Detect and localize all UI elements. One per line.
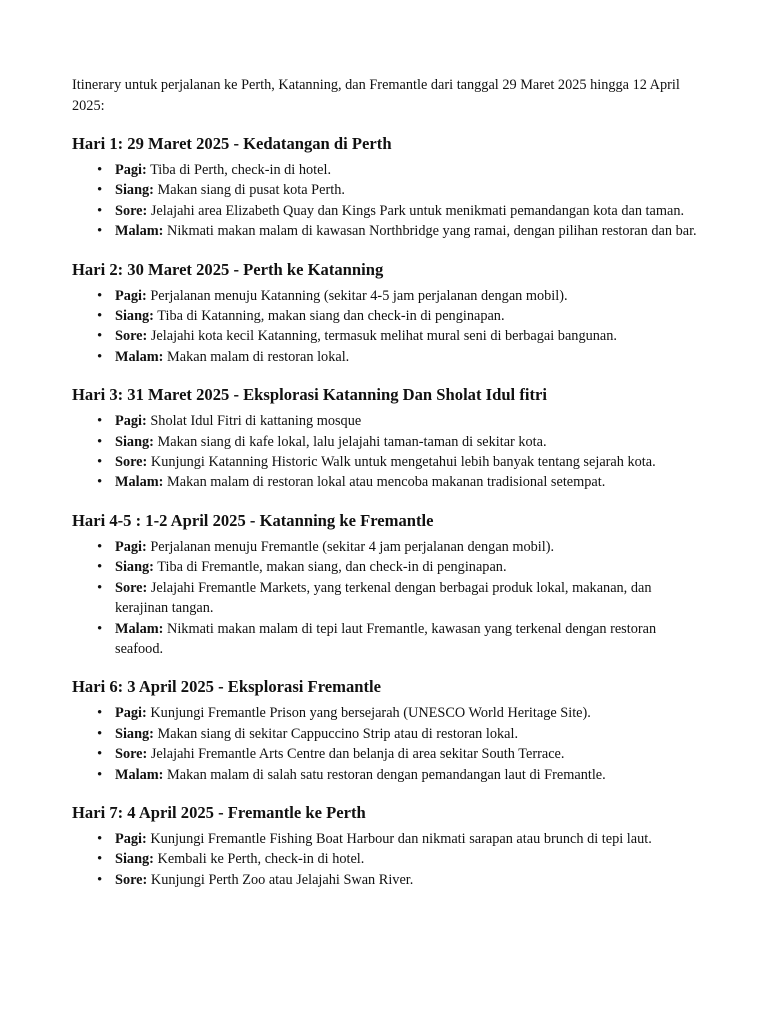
time-of-day-label: Pagi: bbox=[115, 287, 147, 304]
activity-item bbox=[72, 578, 698, 619]
time-of-day-label: Malam: bbox=[115, 223, 164, 240]
activity-text: Makan malam di restoran lokal atau mencoba makanan tradisional setempat. bbox=[163, 474, 606, 491]
activity-item bbox=[72, 765, 698, 785]
time-of-day-label: Siang: bbox=[115, 433, 154, 450]
activity-text: Tiba di Katanning, makan siang dan check-in di penginapan. bbox=[153, 308, 505, 325]
day-section bbox=[72, 676, 698, 785]
activity-item bbox=[72, 557, 698, 577]
activity-text: Jelajahi kota kecil Katanning, termasuk melihat mural seni di berbagai bangunan. bbox=[147, 328, 617, 345]
time-of-day-label: Malam: bbox=[115, 474, 164, 491]
activity-text: Makan malam di restoran lokal. bbox=[163, 348, 350, 365]
day-heading: Hari 6: 3 April 2025 - Eksplorasi Fremantle bbox=[72, 677, 381, 697]
time-of-day-label: Siang: bbox=[115, 725, 154, 742]
activity-text: Nikmati makan malam di kawasan Northbridge yang ramai, dengan pilihan restoran dan bar. bbox=[163, 223, 697, 240]
activity-text: Kunjungi Katanning Historic Walk untuk mengetahui lebih banyak tentang sejarah kota. bbox=[147, 454, 656, 471]
day-heading: Hari 2: 30 Maret 2025 - Perth ke Katanning bbox=[72, 259, 384, 279]
activity-item bbox=[72, 180, 698, 200]
time-of-day-label: Sore: bbox=[115, 202, 148, 219]
day-activity-list bbox=[72, 411, 698, 493]
time-of-day-label: Pagi: bbox=[115, 538, 147, 555]
activity-text: Jelajahi Fremantle Markets, yang terkenal dengan berbagai produk lokal, makanan, dan kerajinan tangan. bbox=[115, 579, 652, 617]
activity-item bbox=[72, 849, 698, 869]
time-of-day-label: Sore: bbox=[115, 328, 148, 345]
activity-item bbox=[72, 703, 698, 723]
activity-item bbox=[72, 306, 698, 326]
activity-item bbox=[72, 724, 698, 744]
time-of-day-label: Sore: bbox=[115, 746, 148, 763]
intro-paragraph: Itinerary untuk perjalanan ke Perth, Katanning, dan Fremantle dari tanggal 29 Maret 2025 hingga 12 April 2025: bbox=[72, 77, 680, 114]
time-of-day-label: Malam: bbox=[115, 620, 164, 637]
activity-text: Makan siang di sekitar Cappuccino Strip atau di restoran lokal. bbox=[153, 725, 519, 742]
activity-item bbox=[72, 432, 698, 452]
time-of-day-label: Sore: bbox=[115, 579, 148, 596]
day-section bbox=[72, 802, 698, 890]
day-section bbox=[72, 133, 698, 242]
time-of-day-label: Pagi: bbox=[115, 162, 147, 178]
time-of-day-label: Siang: bbox=[115, 559, 154, 576]
activity-item bbox=[72, 286, 698, 306]
activity-item bbox=[72, 870, 698, 890]
day-heading: Hari 7: 4 April 2025 - Fremantle ke Perth bbox=[72, 802, 366, 822]
itinerary-days bbox=[72, 133, 698, 890]
time-of-day-label: Siang: bbox=[115, 308, 154, 325]
time-of-day-label: Pagi: bbox=[115, 413, 147, 430]
activity-text: Kunjungi Perth Zoo atau Jelajahi Swan River. bbox=[147, 871, 414, 888]
time-of-day-label: Malam: bbox=[115, 348, 164, 365]
activity-item bbox=[72, 472, 698, 492]
activity-item bbox=[72, 201, 698, 221]
activity-text: Jelajahi Fremantle Arts Centre dan belanja di area sekitar South Terrace. bbox=[147, 746, 565, 763]
activity-item bbox=[72, 619, 698, 660]
day-heading: Hari 1: 29 Maret 2025 - Kedatangan di Perth bbox=[72, 134, 392, 153]
activity-text: Makan siang di pusat kota Perth. bbox=[153, 182, 345, 199]
activity-text: Tiba di Fremantle, makan siang, dan check-in di penginapan. bbox=[153, 559, 507, 576]
day-heading: Hari 3: 31 Maret 2025 - Eksplorasi Katanning Dan Sholat Idul fitri bbox=[72, 385, 547, 405]
activity-text: Makan siang di kafe lokal, lalu jelajahi taman-taman di sekitar kota. bbox=[153, 433, 547, 450]
time-of-day-label: Malam: bbox=[115, 766, 164, 783]
activity-text: Sholat Idul Fitri di kattaning mosque bbox=[146, 413, 362, 430]
day-activity-list bbox=[72, 829, 698, 890]
time-of-day-label: Sore: bbox=[115, 871, 148, 888]
day-activity-list bbox=[72, 537, 698, 659]
day-section bbox=[72, 259, 698, 368]
activity-text: Jelajahi area Elizabeth Quay dan Kings Park untuk menikmati pemandangan kota dan taman. bbox=[147, 202, 685, 219]
activity-text: Tiba di Perth, check-in di hotel. bbox=[146, 162, 332, 178]
time-of-day-label: Pagi: bbox=[115, 830, 147, 847]
day-heading: Hari 4-5 : 1-2 April 2025 - Katanning ke Fremantle bbox=[72, 510, 434, 530]
activity-text: Perjalanan menuju Fremantle (sekitar 4 jam perjalanan dengan mobil). bbox=[146, 538, 555, 555]
activity-item bbox=[72, 744, 698, 764]
activity-item bbox=[72, 160, 698, 180]
activity-item bbox=[72, 829, 698, 849]
time-of-day-label: Siang: bbox=[115, 182, 154, 199]
activity-text: Kembali ke Perth, check-in di hotel. bbox=[153, 851, 365, 868]
activity-item bbox=[72, 326, 698, 346]
day-section bbox=[72, 510, 698, 659]
activity-item bbox=[72, 347, 698, 367]
day-section bbox=[72, 384, 698, 493]
time-of-day-label: Pagi: bbox=[115, 705, 147, 722]
activity-item bbox=[72, 452, 698, 472]
time-of-day-label: Siang: bbox=[115, 851, 154, 868]
activity-text: Perjalanan menuju Katanning (sekitar 4-5 jam perjalanan dengan mobil). bbox=[146, 287, 568, 304]
activity-text: Nikmati makan malam di tepi laut Fremantle, kawasan yang terkenal dengan restoran seafood. bbox=[115, 620, 657, 657]
activity-text: Kunjungi Fremantle Prison yang bersejarah (UNESCO World Heritage Site). bbox=[146, 705, 591, 722]
activity-item bbox=[72, 221, 698, 241]
activity-text: Kunjungi Fremantle Fishing Boat Harbour dan nikmati sarapan atau brunch di tepi laut. bbox=[146, 830, 652, 847]
activity-text: Makan malam di salah satu restoran dengan pemandangan laut di Fremantle. bbox=[163, 766, 606, 783]
activity-item bbox=[72, 537, 698, 557]
day-activity-list bbox=[72, 703, 698, 785]
day-activity-list bbox=[72, 160, 698, 242]
activity-item bbox=[72, 411, 698, 431]
time-of-day-label: Sore: bbox=[115, 454, 148, 471]
day-activity-list bbox=[72, 286, 698, 368]
